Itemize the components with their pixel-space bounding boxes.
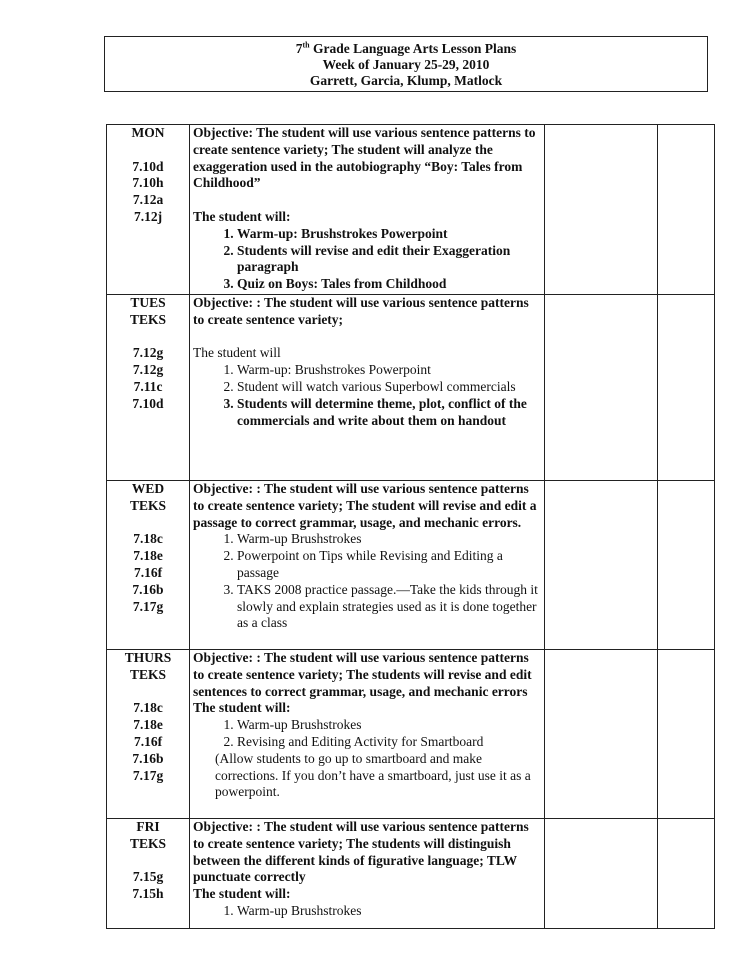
day-label: WED	[131, 481, 165, 496]
teks-code: 7.17g	[132, 598, 164, 614]
teks-label: TEKS	[129, 666, 167, 682]
empty-cell	[658, 295, 715, 481]
teks-code: 7.16b	[132, 750, 164, 766]
document-title: 7th Grade Language Arts Lesson Plans	[295, 40, 517, 56]
teks-code: 7.15h	[132, 886, 164, 902]
teks-label: TEKS	[129, 311, 167, 327]
teks-code: 7.18c	[133, 700, 163, 716]
activity-list	[193, 717, 542, 751]
list-item: 3. TAKS 2008 practice passage.—Take the kids through it slowly and explain strategies used as it is done together as a class	[237, 582, 542, 632]
document-header	[104, 36, 708, 92]
day-cell	[107, 481, 190, 650]
list-item: 2. Student will watch various Superbowl commercials	[237, 379, 542, 396]
table-row	[107, 295, 715, 481]
activity-cell	[190, 481, 545, 650]
list-item: 3. Quiz on Boys: Tales from Childhood	[237, 276, 542, 293]
day-label: THURS	[124, 650, 172, 665]
table-row	[107, 650, 715, 819]
day-cell	[107, 295, 190, 481]
teks-code: 7.10d	[132, 158, 164, 174]
teks-code: 7.12j	[133, 208, 163, 224]
day-cell	[107, 125, 190, 295]
empty-cell	[545, 650, 658, 819]
student-will-label: The student will:	[193, 700, 291, 716]
teks-code: 7.10h	[132, 175, 164, 191]
activity-list	[193, 226, 542, 293]
teks-code: 7.18e	[133, 548, 163, 564]
student-will-label: The student will:	[193, 886, 291, 902]
empty-cell	[658, 125, 715, 295]
lesson-plan-table	[106, 124, 715, 929]
list-item: 1. Warm-up Brushstrokes	[237, 903, 542, 920]
teks-code: 7.17g	[132, 767, 164, 783]
activity-cell	[190, 295, 545, 481]
table-row	[107, 125, 715, 295]
empty-cell	[658, 819, 715, 929]
objective-text: Objective: The student will use various sentence patterns to create sentence variety; The student will analyze the exaggeration used in the autobiography “Boy: Tales from Childhood”	[193, 125, 536, 191]
list-item: 2. Revising and Editing Activity for Smartboard	[237, 734, 542, 751]
teks-code: 7.12a	[132, 192, 164, 208]
teks-code: 7.16f	[133, 733, 163, 749]
day-cell	[107, 819, 190, 929]
teks-code: 7.15g	[132, 869, 164, 885]
objective-text: Objective: : The student will use various sentence patterns to create sentence variety; The student will revise and edit a passage to correct grammar, usage, and mechanic errors.	[193, 481, 537, 530]
student-will-label: The student will:	[193, 208, 291, 224]
teks-code: 7.12g	[132, 345, 164, 361]
teks-code: 7.12g	[132, 362, 164, 378]
activity-cell	[190, 650, 545, 819]
teks-code: 7.16f	[133, 564, 163, 580]
objective-text: Objective: : The student will use various sentence patterns to create sentence variety; The students will revise and edit sentences to correct grammar, usage, and mechanic errors	[193, 650, 532, 699]
empty-cell	[545, 295, 658, 481]
activity-list	[193, 531, 542, 632]
teks-code: 7.16b	[132, 581, 164, 597]
week-line: Week of January 25-29, 2010	[322, 57, 490, 72]
activity-list	[193, 362, 542, 429]
teks-code: 7.11c	[133, 378, 163, 394]
objective-text: Objective: : The student will use various sentence patterns to create sentence variety;	[193, 295, 529, 327]
list-item: 1. Warm-up: Brushstrokes Powerpoint	[237, 362, 542, 379]
empty-cell	[658, 650, 715, 819]
teks-label: TEKS	[129, 835, 167, 851]
list-item: 2. Powerpoint on Tips while Revising and Editing a passage	[237, 548, 542, 582]
teks-code: 7.18e	[133, 717, 163, 733]
teks-label: TEKS	[129, 497, 167, 513]
list-item: 1. Warm-up Brushstrokes	[237, 717, 542, 734]
table-row	[107, 481, 715, 650]
empty-cell	[545, 481, 658, 650]
empty-cell	[545, 125, 658, 295]
day-label: MON	[131, 125, 165, 140]
teachers-line: Garrett, Garcia, Klump, Matlock	[309, 73, 503, 88]
activity-list	[193, 903, 542, 920]
day-label: TUES	[130, 295, 166, 310]
list-item: 1. Warm-up: Brushstrokes Powerpoint	[237, 226, 542, 243]
activity-cell	[190, 125, 545, 295]
objective-text: Objective: : The student will use various sentence patterns to create sentence variety; The students will distinguish between the different kinds of figurative language; TLW punctuate correctly	[193, 819, 529, 885]
teks-code: 7.10d	[132, 395, 164, 411]
activity-note: (Allow students to go up to smartboard and make corrections. If you don’t have a smartboard, just use it as a powerpoint.	[215, 750, 531, 800]
day-label: FRI	[136, 819, 160, 834]
list-item: 3. Students will determine theme, plot, conflict of the commercials and write about them on handout	[237, 396, 542, 430]
student-will-label: The student will	[193, 345, 281, 361]
list-item: 1. Warm-up Brushstrokes	[237, 531, 542, 548]
table-row	[107, 819, 715, 929]
list-item: 2. Students will revise and edit their Exaggeration paragraph	[237, 243, 542, 277]
empty-cell	[545, 819, 658, 929]
empty-cell	[658, 481, 715, 650]
teks-code: 7.18c	[133, 531, 163, 547]
activity-cell	[190, 819, 545, 929]
day-cell	[107, 650, 190, 819]
